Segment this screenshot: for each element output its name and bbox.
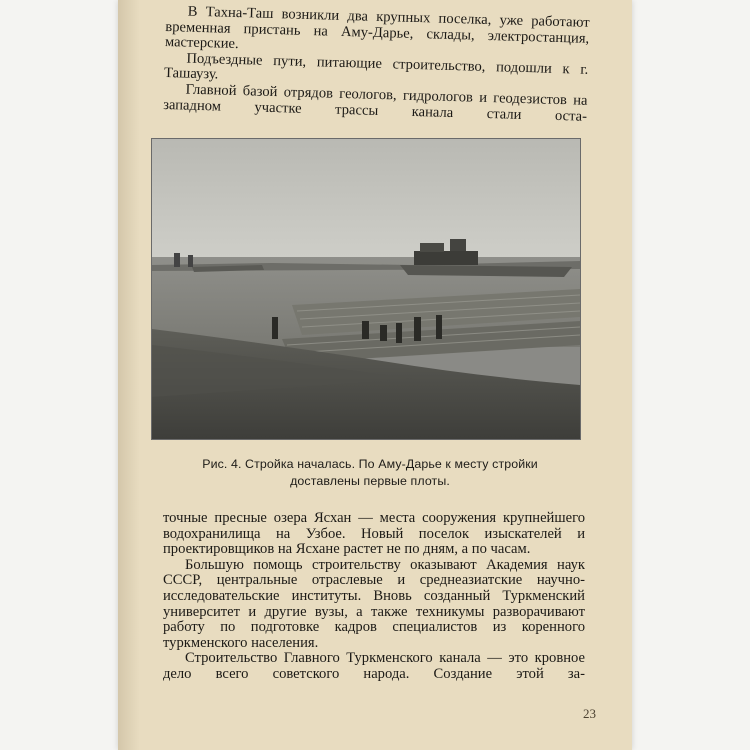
bottom-text-block xyxy=(163,511,585,683)
paragraph: Подъездные пути, питающие строительство, подошли к г. Ташаузу. xyxy=(163,50,589,83)
page-number: 23 xyxy=(583,706,596,721)
paragraph: точные пресные озера Ясхан — места сооружения крупнейшего водохранилища на Узбое. Новый поселок изыскателей и проектировщиков на Ясхане растет не по дням, а по часам. xyxy=(163,510,585,558)
river-rafts-photo xyxy=(152,139,580,439)
photo-figure xyxy=(151,138,581,440)
caption-line: доставлены первые плоты. xyxy=(290,474,450,488)
top-text-block xyxy=(163,4,590,125)
paragraph: В Тахна-Таш возникли два крупных поселка, уже работают временная пристань на Аму-Дарье, склады, электростанция, мастерские. xyxy=(164,3,590,53)
caption-line: Рис. 4. Стройка началась. По Аму-Дарье к месту стройки xyxy=(202,457,538,471)
paragraph: Строительство Главного Туркменского канала — это кровное дело всего советского народа. Создание этой за- xyxy=(163,650,585,682)
paragraph: Главной базой отрядов геологов, гидрологов и геодезистов на западном участке трассы канала стали оста- xyxy=(162,81,588,125)
book-page xyxy=(118,0,632,750)
figure-caption xyxy=(158,456,582,490)
paragraph: Большую помощь строительству оказывают Академия наук СССР, центральные отраслевые и среднеазиатские научно-исследовательские институты. Вновь созданный Туркменский университет и другие вузы, а также техникумы разворачивают работу по подготовке кадров специалистов из коренного туркменского населения. xyxy=(163,556,585,651)
page-gutter-shadow xyxy=(118,0,140,750)
